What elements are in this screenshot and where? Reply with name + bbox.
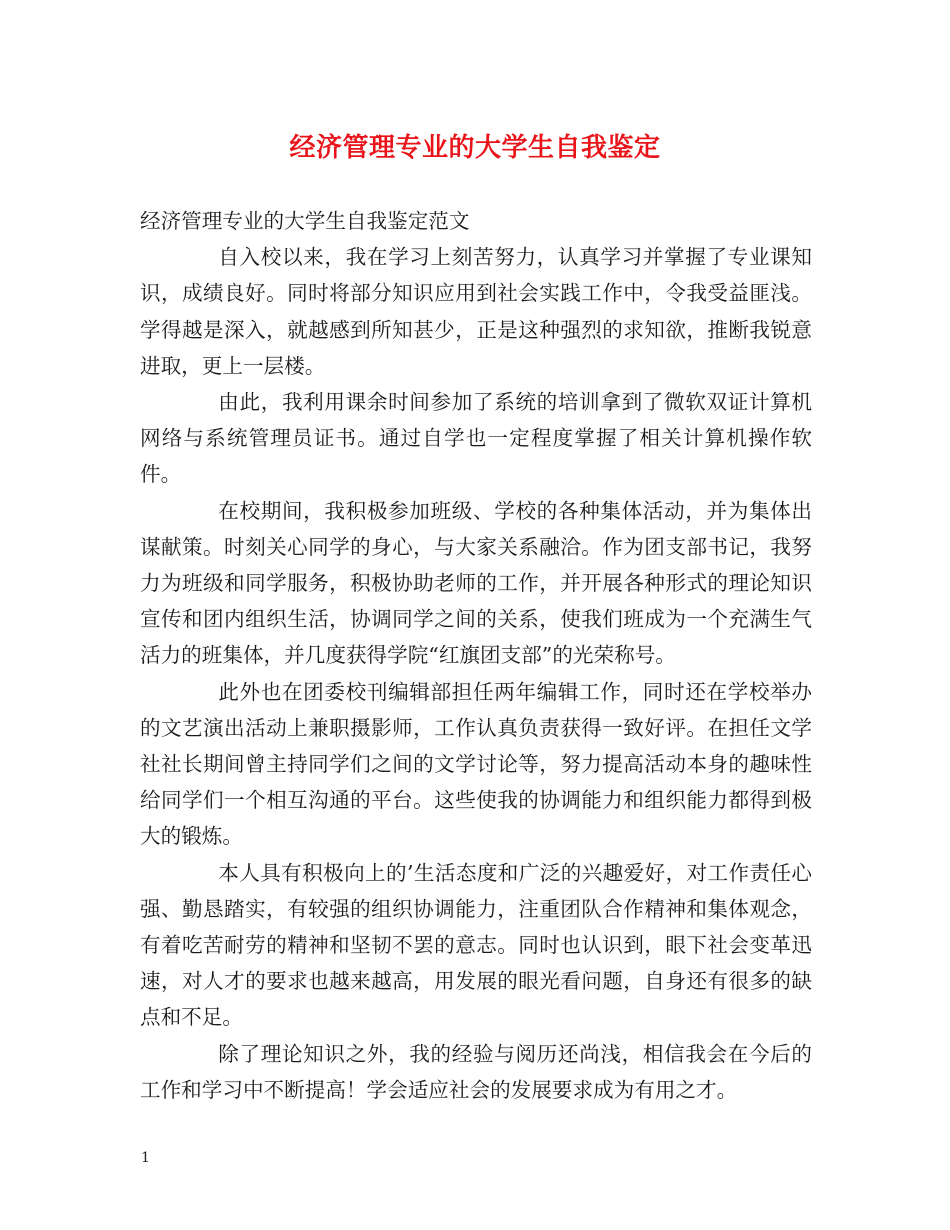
paragraph-3: 在校期间，我积极参加班级、学校的各种集体活动，并为集体出谋献策。时刻关心同学的身心，与大家关系融洽。作为团支部书记，我努力为班级和同学服务，积极协助老师的工作，并开展各种形式的理论知识宣传和团内组织生活，协调同学之间的关系，使我们班成为一个充满生气活力的班集体，并几度获得学院“红旗团支部”的光荣称号。 — [140, 498, 812, 668]
paragraph-1: 自入校以来，我在学习上刻苦努力，认真学习并掌握了专业课知识，成绩良好。同时将部分知识应用到社会实践工作中，令我受益匪浅。学得越是深入，就越感到所知甚少，正是这种强烈的求知欲，推断我锐意进取，更上一层楼。 — [140, 245, 812, 378]
paragraph-2: 由此，我利用课余时间参加了系统的培训拿到了微软双证计算机网络与系统管理员证书。通过自学也一定程度掌握了相关计算机操作软件。 — [140, 390, 812, 487]
document-title: 经济管理专业的大学生自我鉴定 — [289, 133, 661, 163]
paragraph-4: 此外也在团委校刊编辑部担任两年编辑工作，同时还在学校举办的文艺演出活动上兼职摄影师，工作认真负责获得一致好评。在担任文学社社长期间曾主持同学们之间的文学讨论等，努力提高活动本身的趣味性给同学们一个相互沟通的平台。这些使我的协调能力和组织能力都得到极大的锻炼。 — [140, 679, 812, 849]
paragraph-6: 除了理论知识之外，我的经验与阅历还尚浅，相信我会在今后的工作和学习中不断提高！学会适应社会的发展要求成为有用之才。 — [140, 1041, 812, 1102]
document-subtitle: 经济管理专业的大学生自我鉴定范文 — [140, 209, 470, 233]
paragraph-5: 本人具有积极向上的’生活态度和广泛的兴趣爱好，对工作责任心强、勤恳踏实，有较强的组织协调能力，注重团队合作精神和集体观念，有着吃苦耐劳的精神和坚韧不罢的意志。同时也认识到，眼下社会变革迅速，对人才的要求也越来越高，用发展的眼光看问题，自身还有很多的缺点和不足。 — [140, 860, 812, 1030]
document-body — [140, 203, 812, 1108]
page-number: 1 — [141, 1150, 150, 1166]
